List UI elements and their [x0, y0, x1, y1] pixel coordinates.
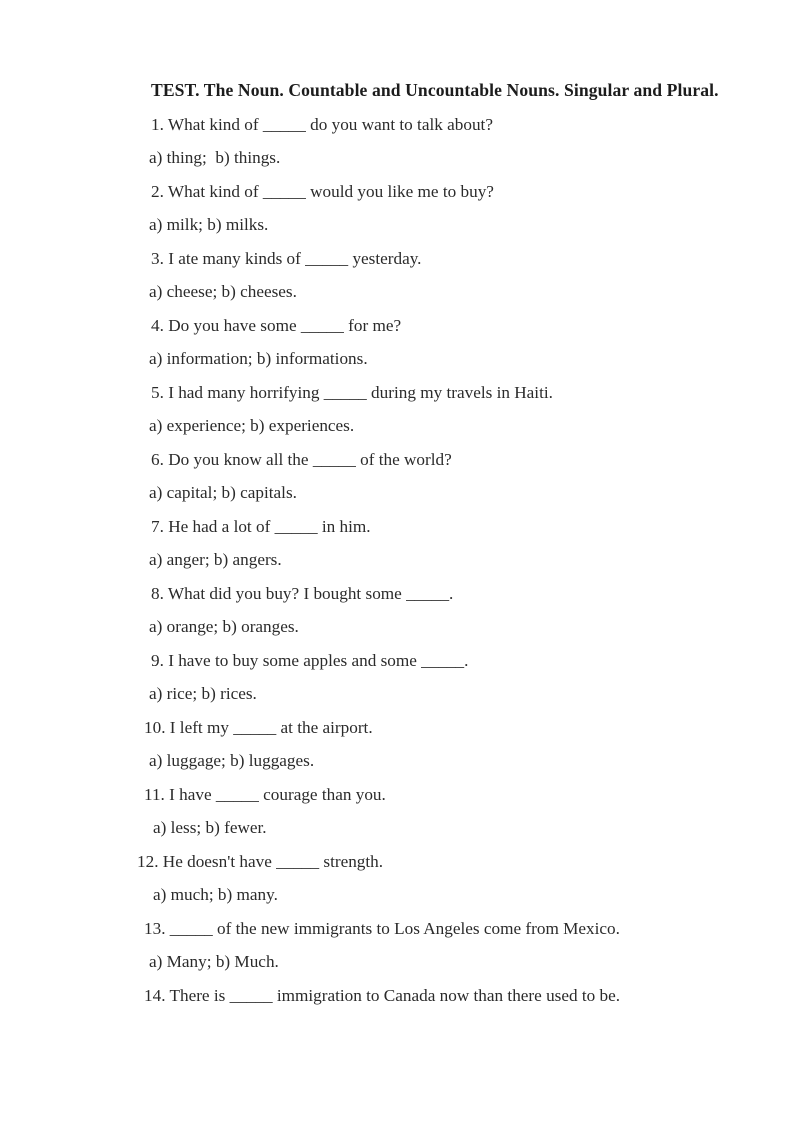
question-6-options: a) capital; b) capitals.	[149, 483, 297, 502]
question-12-options: a) much; b) many.	[153, 885, 278, 904]
question-11-options: a) less; b) fewer.	[153, 818, 267, 837]
question-4-stem: 4. Do you have some _____ for me?	[151, 315, 402, 335]
question-6-stem: 6. Do you know all the _____ of the world?	[151, 449, 452, 469]
question-2-stem: 2. What kind of _____ would you like me to buy?	[151, 181, 494, 201]
question-2-options: a) milk; b) milks.	[149, 215, 269, 234]
question-8-stem: 8. What did you buy? I bought some _____.	[151, 583, 454, 603]
question-10-options: a) luggage; b) luggages.	[149, 751, 315, 770]
question-7-options: a) anger; b) angers.	[149, 550, 282, 569]
question-1-options: a) thing; b) things.	[149, 148, 281, 167]
question-9-stem: 9. I have to buy some apples and some _____.	[151, 650, 469, 670]
question-11-stem: 11. I have _____ courage than you.	[144, 784, 386, 804]
question-4-options: a) information; b) informations.	[149, 349, 368, 368]
question-7-stem: 7. He had a lot of _____ in him.	[151, 516, 371, 536]
question-3-stem: 3. I ate many kinds of _____ yesterday.	[151, 248, 422, 268]
question-14-stem: 14. There is _____ immigration to Canada now than there used to be.	[144, 985, 621, 1005]
document-text-body	[113, 74, 736, 1012]
question-12-stem: 12. He doesn't have _____ strength.	[137, 851, 384, 871]
question-5-stem: 5. I had many horrifying _____ during my travels in Haiti.	[151, 382, 553, 402]
question-1-stem: 1. What kind of _____ do you want to talk about?	[151, 114, 493, 134]
question-13-stem: 13. _____ of the new immigrants to Los Angeles come from Mexico.	[144, 918, 620, 938]
question-13-options: a) Many; b) Much.	[149, 952, 279, 971]
page-title: TEST. The Noun. Countable and Uncountable Nouns. Singular and Plural.	[151, 80, 719, 100]
question-5-options: a) experience; b) experiences.	[149, 416, 355, 435]
question-10-stem: 10. I left my _____ at the airport.	[144, 717, 373, 737]
question-3-options: a) cheese; b) cheeses.	[149, 282, 297, 301]
question-9-options: a) rice; b) rices.	[149, 684, 257, 703]
question-8-options: a) orange; b) oranges.	[149, 617, 299, 636]
